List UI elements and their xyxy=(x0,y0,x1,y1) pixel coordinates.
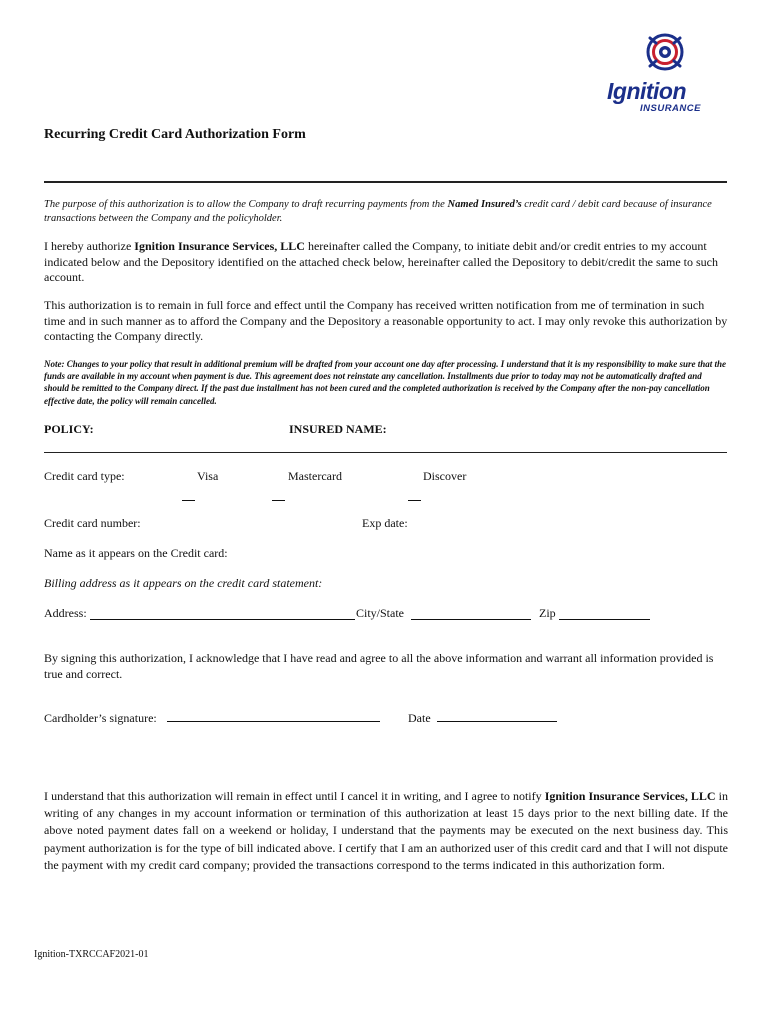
authorize-text-1: I hereby authorize xyxy=(44,239,135,253)
authorize-text-2: hereinafter called the Company, to initiate debit and/or credit entries to my account indicated below and the Depository identified on the attached check below, hereinafter called the Depository to debit/credit the same to such account. xyxy=(44,239,718,284)
logo-sub: INSURANCE xyxy=(640,103,701,114)
address-field[interactable] xyxy=(90,619,355,620)
exp-date-label: Exp date: xyxy=(362,516,408,530)
address-label: Address: xyxy=(44,606,87,620)
signature-field[interactable] xyxy=(167,721,380,722)
insured-name-label: INSURED NAME: xyxy=(289,422,387,436)
note-paragraph: Note: Changes to your policy that result in additional premium will be drafted from your account one day after processing. I understand that it is my responsibility to make sure that the funds are available in my account when payment is due. This agreement does not reinstate any cancellation. Installments due prior to today may not be automatically drafted and should be remitted to the Company direct. If the past due installment has not been cured and the completed authorization is received by the Company after the non-pay cancellation effective date, the policy will remain cancelled. xyxy=(44,359,727,406)
discover-checkbox[interactable] xyxy=(408,500,421,501)
page-title: Recurring Credit Card Authorization Form xyxy=(44,127,306,142)
target-icon xyxy=(648,35,682,69)
date-label: Date xyxy=(408,711,431,725)
card-number-label: Credit card number: xyxy=(44,516,141,530)
purpose-text-2: credit card / debit card because of insurance transactions between the Company and the policyholder. xyxy=(44,199,712,224)
closing-text-2: in writing of any changes in my account information or termination of this authorization at least 15 days prior to the next billing date. If the above noted payment dates fall on a weekend or holiday, I understand that the payments may be executed on the next business day. This payment authorization is for the type of bill indicated above. I certify that I am an authorized user of this credit card and that I will not dispute the payment with my credit card company; provided the transactions correspond to the terms indicated in this authorization form. xyxy=(44,789,728,872)
card-type-mastercard: Mastercard xyxy=(288,469,342,483)
duration-paragraph: This authorization is to remain in full force and effect until the Company has received written notification from me of termination in such time and in such manner as to afford the Company and the Depository a reasonable opportunity to act. I may only revoke this authorization by contacting the Company directly. xyxy=(44,298,728,343)
card-type-visa: Visa xyxy=(197,469,219,483)
closing-bold: Ignition Insurance Services, LLC xyxy=(544,789,716,803)
title-divider xyxy=(44,181,727,183)
policy-label: POLICY: xyxy=(44,422,94,436)
city-state-field[interactable] xyxy=(411,619,531,620)
closing-paragraph xyxy=(44,788,728,874)
card-type-label: Credit card type: xyxy=(44,469,125,483)
logo-brand: Ignition xyxy=(607,78,687,104)
zip-field[interactable] xyxy=(559,619,650,620)
purpose-text-1: The purpose of this authorization is to allow the Company to draft recurring payments from the xyxy=(44,199,448,210)
card-type-discover: Discover xyxy=(423,469,467,483)
signature-label: Cardholder’s signature: xyxy=(44,711,157,725)
authorize-paragraph xyxy=(44,239,728,286)
date-field[interactable] xyxy=(437,721,557,722)
acknowledge-paragraph: By signing this authorization, I acknowledge that I have read and agree to all the above information and warrant all information provided is true and correct. xyxy=(44,651,714,681)
purpose-paragraph xyxy=(44,198,728,226)
form-code: Ignition-TXRCCAF2021-01 xyxy=(34,949,149,960)
city-state-label: City/State xyxy=(356,606,404,620)
purpose-bold: Named Insured’s xyxy=(447,199,522,210)
authorize-bold: Ignition Insurance Services, LLC xyxy=(134,239,305,253)
mastercard-checkbox[interactable] xyxy=(272,500,285,501)
billing-address-label: Billing address as it appears on the credit card statement: xyxy=(44,576,323,590)
visa-checkbox[interactable] xyxy=(182,500,195,501)
closing-text-1: I understand that this authorization will remain in effect until I cancel it in writing, and I agree to notify xyxy=(44,789,545,803)
cardholder-name-label: Name as it appears on the Credit card: xyxy=(44,546,228,560)
zip-label: Zip xyxy=(539,606,556,620)
policy-divider xyxy=(44,452,727,453)
